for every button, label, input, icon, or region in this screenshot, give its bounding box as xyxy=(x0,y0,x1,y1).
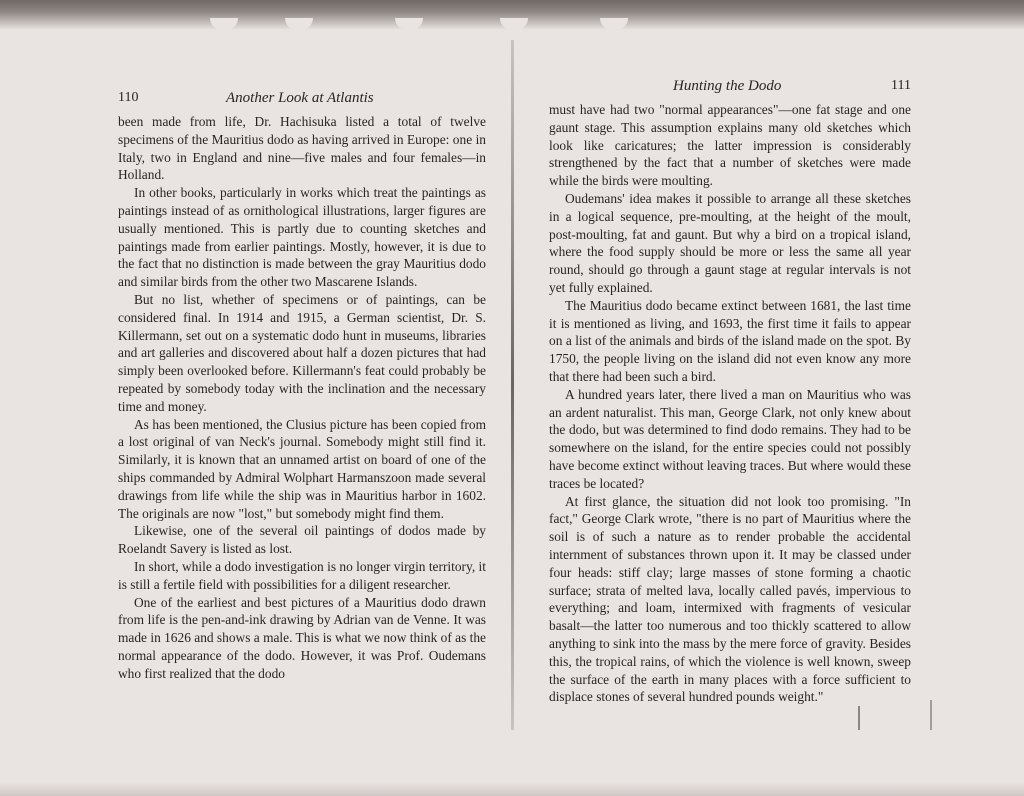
scan-mark xyxy=(858,706,860,730)
paragraph: One of the earliest and best pictures of a Mauritius dodo drawn from life is the pen-and-ink drawing by Adrian van de Venne. It was made in 1626 and shows a male. This is what we now think of as the normal appearance of the dodo. However, it was Prof. Oudemans who first realized that the dodo xyxy=(118,594,486,681)
paragraph: As has been mentioned, the Clusius picture has been copied from a lost original of van Neck's journal. Somebody might still find it. Similarly, it is known that an unnamed artist on board of one of the ships commanded by Admiral Wolphart Harmanszoon made several drawings from life while the ship was in Mauritius harbor in 1602. The originals are now "lost," but somebody might find them. xyxy=(118,416,486,521)
scan-mark xyxy=(930,700,932,730)
paragraph: At first glance, the situation did not look too promising. "In fact," George Clark wrote, "there is no part of Mauritius where the soil is of such a nature as to render probable the accidental internment of substances thrown upon it. It may be classed under four heads: stiff clay; large masses of stone forming a chaotic surface; strata of melted lava, locally called pavés, impervious to everything; and loam, intermixed with fragments of vesicular basalt—the latter too numerous and too thickly scattered to allow anything to sink into the mass by the mere force of gravity. Besides this, the tropical rains, of which the violence is well known, sweep the surface of the earth in many places with a force sufficient to displace stones of several hundred pounds weight." xyxy=(549,493,911,705)
top-page-shadow xyxy=(0,0,1024,30)
paragraph: must have had two "normal appearances"—one fat stage and one gaunt stage. This assumption explains many old sketches which look like caricatures; the latter impression is considerably strengthened by the fact that a number of sketches were made while the birds were moulting. xyxy=(549,102,911,189)
left-page-header xyxy=(118,88,486,108)
page-number: 111 xyxy=(891,78,911,93)
paragraph: Likewise, one of the several oil paintings of dodos made by Roelandt Savery is listed as lost. xyxy=(118,523,486,557)
right-page-header xyxy=(549,76,911,96)
page-number: 110 xyxy=(118,90,139,105)
paragraph: But no list, whether of specimens or of paintings, can be considered final. In 1914 and 1915, a German scientist, Dr. S. Killermann, set out on a systematic dodo hunt in museums, libraries and art galleries and discovered about half a dozen pictures that had simply been overlooked before. Killermann's feat could probably be repeated by somebody today with the inclination and the necessary time and money. xyxy=(118,291,486,414)
paragraph: In other books, particularly in works which treat the paintings as paintings instead of as ornithological illustrations, larger figures are usually mentioned. This is partly due to counting sketches and paintings made from earlier paintings. Mostly, however, it is due to the fact that no distinction is made between the gray Mauritius dodo and similar birds from the other two Mascarene Islands. xyxy=(118,185,486,290)
book-gutter xyxy=(511,40,514,730)
paragraph: A hundred years later, there lived a man on Mauritius who was an ardent naturalist. This man, George Clark, not only knew about the dodo, but was determined to find dodo remains. They had to be somewhere on the island, for the entire species could not possibly have become extinct without leaving traces. But where would these traces be located? xyxy=(549,386,911,491)
left-page-body xyxy=(118,113,486,683)
paragraph: In short, while a dodo investigation is no longer virgin territory, it is still a fertile field with possibilities for a diligent researcher. xyxy=(118,558,486,592)
right-page-body xyxy=(549,101,911,706)
running-head: Another Look at Atlantis xyxy=(226,90,374,106)
paragraph: Oudemans' idea makes it possible to arrange all these sketches in a logical sequence, pre-moulting, at the height of the moult, post-moulting, fat and gaunt. But why a bird on a tropical island, where the food supply should be more or less the same all year round, should go through a gaunt stage at regular intervals is not yet fully explained. xyxy=(549,190,911,295)
paragraph: The Mauritius dodo became extinct between 1681, the last time it is mentioned as living, and 1693, the first time it fails to appear on a list of the animals and birds of the island made on the spot. By 1750, the people living on the island did not even know any more that there had been such a bird. xyxy=(549,297,911,384)
bottom-page-edge xyxy=(0,782,1024,796)
paragraph: been made from life, Dr. Hachisuka listed a total of twelve specimens of the Mauritius dodo as having arrived in Europe: one in Italy, two in England and nine—five males and four females—in Holland. xyxy=(118,114,486,183)
running-head: Hunting the Dodo xyxy=(673,78,782,94)
